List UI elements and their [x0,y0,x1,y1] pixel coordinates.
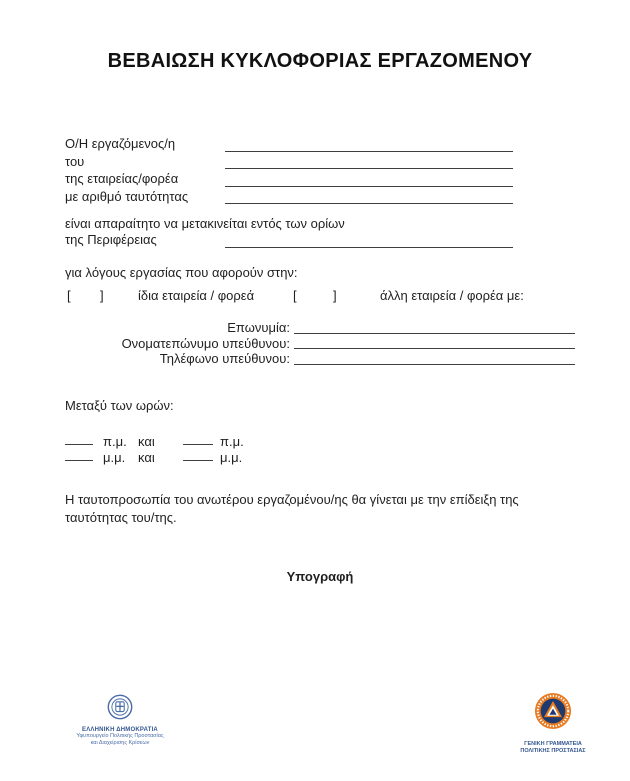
hellenic-republic-emblem-icon [107,694,133,720]
region-blank-line [225,232,513,248]
responsible-phone-label: Τηλέφωνο υπεύθυνου: [159,351,290,367]
father-name-blank-line [225,154,513,170]
hours-heading: Μεταξύ των ωρών: [65,398,174,413]
hours-am-to-blank-line [183,444,213,445]
civil-protection-caption-line-1: ΓΕΝΙΚΗ ΓΡΑΜΜΑΤΕΙΑ [524,741,582,747]
hours-row-pm [65,450,325,466]
civil-protection-caption [513,741,593,755]
hours-am-from-blank-line [65,444,93,445]
identity-verification-note: Η ταυτοπροσωπία του ανωτέρου εργαζομένου/ης θα γίνεται με την επίδειξη της ταυτότητας του/της. [65,492,519,525]
field-row-responsible-name [65,336,575,352]
hours-am-conjunction: και [138,434,155,449]
employee-name-label: Ο/Η εργαζόμενος/η [65,136,176,151]
hours-am-to-unit: π.μ. [220,434,244,449]
reason-intro-text: για λόγους εργασίας που αφορούν στην: [65,265,298,280]
ministry-line-2: και Διαχείρισης Κρίσεων [90,740,150,746]
civil-protection-logo [513,692,593,755]
company-name-label: Επωνυμία: [227,320,290,335]
hellenic-republic-logo [66,694,174,747]
ministry-line-1: Υφυπουργείο Πολιτικής Προστασίας [76,733,164,739]
same-company-option-label: ίδια εταιρεία / φορεά [138,288,255,303]
other-company-checkbox-open-bracket: [ [293,288,297,303]
company-blank-line [225,171,513,187]
responsible-phone-blank-line [294,351,575,365]
movement-statement-text: είναι απαραίτητο να μετακινείται εντός των ορίων [65,216,345,231]
hours-am-from-unit: π.μ. [103,434,127,449]
same-company-checkbox-open-bracket: [ [67,288,71,303]
id-number-blank-line [225,189,513,205]
id-number-label: με αριθμό ταυτότητας [65,188,189,204]
responsible-name-blank-line [294,336,575,350]
field-row-id-number [65,189,513,207]
document-title: ΒΕΒΑΙΩΣΗ ΚΥΚΛΟΦΟΡΙΑΣ ΕΡΓΑΖΟΜΕΝΟΥ [107,50,533,72]
other-company-checkbox-close-bracket: ] [333,288,337,303]
field-row-responsible-phone [65,351,575,367]
hours-pm-from-unit: μ.μ. [103,449,126,465]
field-row-employee [65,136,513,154]
same-company-checkbox-close-bracket: ] [100,288,104,303]
hours-pm-to-unit: μ.μ. [220,449,243,465]
company-name-blank-line [294,320,575,334]
father-name-label: του [65,153,85,169]
signature-label: Υπογραφή [286,569,354,584]
civil-protection-emblem-icon [534,692,572,730]
field-row-company-name [65,320,575,336]
other-company-option-label: άλλη εταιρεία / φορέα με: [380,288,524,303]
other-company-details [65,320,575,367]
field-row-region [65,232,513,250]
employee-fields [65,136,513,206]
employee-name-blank-line [225,136,513,152]
responsible-name-label: Ονοματεπώνυμο υπεύθυνου: [121,335,290,351]
hellenic-republic-name: ΕΛΛΗΝΙΚΗ ΔΗΜΟΚΡΑΤΙΑ [82,727,158,733]
civil-protection-caption-line-2: ΠΟΛΙΤΙΚΗΣ ΠΡΟΣΤΑΣΙΑΣ [520,748,586,754]
region-label: της Περιφέρειας [65,232,157,247]
hours-pm-to-blank-line [183,460,213,461]
field-row-father-name [65,154,513,172]
company-type-options [65,288,575,305]
field-row-company [65,171,513,189]
hours-pm-from-blank-line [65,460,93,461]
company-label: της εταιρείας/φορέα [65,171,179,186]
hours-pm-conjunction: και [138,449,155,465]
hours-row-am [65,434,325,450]
region-statement [65,215,513,250]
